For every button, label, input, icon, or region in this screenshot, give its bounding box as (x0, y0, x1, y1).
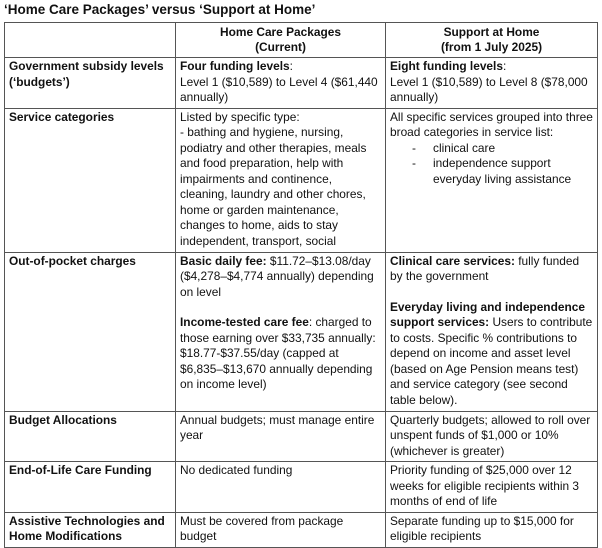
header-empty-cell (5, 23, 176, 58)
row-label-budget-allocations: Budget Allocations (5, 411, 176, 462)
cell-hcp-budget-allocations: Annual budgets; must manage entire year (176, 411, 386, 462)
sah-service-category-list (390, 141, 593, 188)
header-sah-title: Support at Home (443, 25, 540, 39)
sah-service-intro: All specific services grouped into three broad categories in service list: (390, 109, 593, 139)
table-row (5, 108, 598, 252)
cell-sah-out-of-pocket (386, 252, 598, 411)
table-header-row (5, 23, 598, 58)
table-row (5, 252, 598, 411)
row-label-end-of-life: End-of-Life Care Funding (5, 462, 176, 513)
cell-hcp-service-categories (176, 108, 386, 252)
sah-everyday-heading: Everyday living and independence support services: (390, 299, 585, 329)
table-row (5, 462, 598, 513)
row-label-service-categories: Service categories (5, 108, 176, 252)
hcp-basic-fee-text: $11.72–$13.08/day ($4,278–$4,774 annually) depending on level (180, 253, 374, 299)
hcp-income-fee-text: : charged to those earning over $33,735 annually: $18.77-$37.55/day (capped at $6,835–$13,670 annually depending on income level) (180, 315, 376, 391)
cell-sah-assistive-tech: Separate funding up to $15,000 for eligible recipients (386, 512, 598, 547)
list-item: - independence support (412, 156, 593, 172)
table-row (5, 58, 598, 109)
hcp-subsidy-colon: : (289, 59, 293, 73)
cell-sah-service-categories (386, 108, 598, 252)
comparison-table (4, 22, 598, 548)
cell-sah-end-of-life: Priority funding of $25,000 over 12 weeks for eligible recipients within 3 months of end of life (386, 462, 598, 513)
sah-clinical-text: fully funded by the government (390, 253, 580, 283)
header-sah-subtitle: (from 1 July 2025) (440, 40, 543, 54)
hcp-subsidy-heading: Four funding levels (180, 59, 290, 73)
cell-hcp-end-of-life: No dedicated funding (176, 462, 386, 513)
paragraph-gap (390, 285, 593, 300)
sah-subsidy-heading: Eight funding levels (390, 59, 503, 73)
hcp-service-intro: Listed by specific type: (180, 109, 300, 124)
header-hcp-title: Home Care Packages (220, 25, 341, 39)
cell-hcp-out-of-pocket (176, 252, 386, 411)
row-label-subsidy-levels: Government subsidy levels (‘budgets’) (5, 58, 176, 109)
sah-everyday-text: Users to contribute to costs. Specific % contributions to depend on income and asset level (based on Age Pension means test) and service category (see second table below). (390, 315, 593, 407)
sah-subsidy-text: Level 1 ($10,589) to Level 8 ($78,000 annually) (390, 74, 588, 104)
hcp-income-fee-heading: Income-tested care fee (180, 315, 309, 329)
hcp-basic-fee-heading: Basic daily fee: (180, 253, 267, 268)
sah-subsidy-colon: : (502, 59, 507, 73)
cell-hcp-assistive-tech: Must be covered from package budget (176, 512, 386, 547)
hcp-subsidy-text: Level 1 ($10,589) to Level 4 ($61,440 annually) (180, 74, 378, 104)
row-label-out-of-pocket: Out-of-pocket charges (5, 252, 176, 411)
cell-sah-subsidy-levels (386, 58, 598, 109)
table-row (5, 512, 598, 547)
row-label-assistive-tech: Assistive Technologies and Home Modifications (5, 512, 176, 547)
cell-sah-budget-allocations: Quarterly budgets; allowed to roll over unspent funds of $1,000 or 10% (whichever is greater) (386, 411, 598, 462)
header-home-care-packages (176, 23, 386, 58)
hcp-service-list: - bathing and hygiene, nursing, podiatry and other therapies, meals and food preparation, help with impairments and continence, cleaning, laundry and other chores, home or garden maintenance, changes to home, aids to stay independent, transport, social (180, 125, 367, 248)
header-support-at-home (386, 23, 598, 58)
sah-clinical-heading: Clinical care services: (390, 253, 515, 268)
list-item: everyday living assistance (433, 171, 572, 186)
list-item: - clinical care (412, 141, 593, 157)
header-hcp-subtitle: (Current) (255, 40, 306, 54)
cell-hcp-subsidy-levels (176, 58, 386, 109)
document-title: ‘Home Care Packages’ versus ‘Support at Home’ (4, 2, 316, 17)
paragraph-gap (180, 300, 381, 315)
table-row (5, 411, 598, 462)
